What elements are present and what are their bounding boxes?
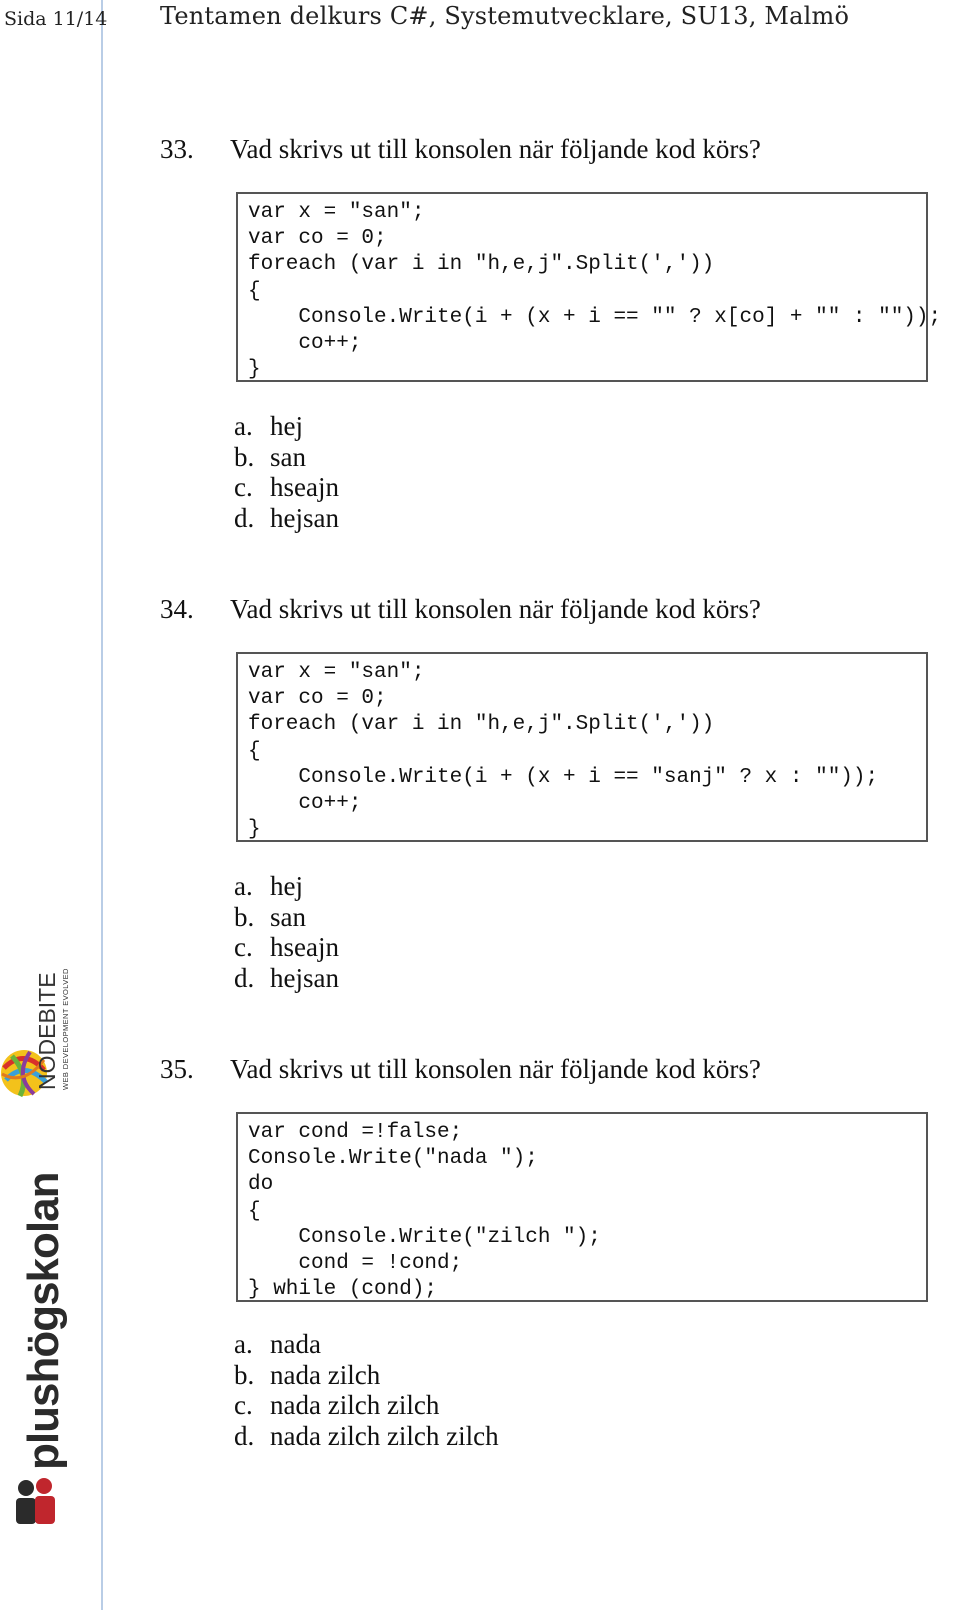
page-number: Sida 11/14 (4, 8, 108, 30)
code-line: foreach (var i in "h,e,j".Split(',')) (248, 253, 715, 277)
answer-letter: a. (234, 411, 253, 441)
answer-option-c (234, 472, 339, 503)
code-line: { (248, 1199, 261, 1223)
answer-option-d (234, 503, 339, 534)
answer-option-a (234, 1329, 499, 1360)
answer-option-b (234, 1360, 499, 1391)
margin-rule (101, 0, 103, 1610)
code-line: Console.Write("zilch "); (248, 1225, 601, 1249)
code-line: } (248, 818, 261, 842)
answer-letter: c. (234, 932, 253, 963)
answer-letter: d. (234, 1420, 255, 1451)
answer-letter: b. (234, 1359, 255, 1390)
code-block-35 (236, 1112, 928, 1302)
code-line: co++; (248, 331, 362, 355)
question-number: 33. (160, 134, 194, 164)
answer-text: nada (270, 1329, 321, 1359)
code-line: } while (cond); (248, 1278, 438, 1302)
code-line: var co = 0; (248, 227, 387, 251)
answer-option-d (234, 963, 339, 994)
answer-option-c (234, 932, 339, 963)
answer-text: hejsan (270, 962, 339, 993)
answer-text: hejsan (270, 502, 339, 533)
answer-letter: d. (234, 502, 255, 533)
answer-option-b (234, 902, 339, 933)
code-line: { (248, 279, 261, 303)
plushogskolan-wordmark: plushögskolan (19, 1172, 68, 1470)
answer-option-b (234, 442, 339, 473)
answer-text: san (270, 901, 306, 932)
code-line: Console.Write(i + (x + i == "sanj" ? x : "")); (248, 765, 879, 789)
code-line: Console.Write("nada "); (248, 1147, 538, 1171)
code-line: { (248, 739, 261, 763)
answer-option-d (234, 1421, 499, 1452)
question-text: Vad skrivs ut till konsolen när följande kod körs? (230, 1054, 761, 1084)
question-text: Vad skrivs ut till konsolen när följande kod körs? (230, 594, 761, 624)
answer-letter: d. (234, 962, 255, 993)
answer-letter: b. (234, 901, 255, 932)
code-line: co++; (248, 791, 362, 815)
answer-letter: a. (234, 1329, 253, 1359)
answer-option-c (234, 1390, 499, 1421)
nodebite-logo (0, 930, 100, 1110)
code-line: var x = "san"; (248, 661, 425, 684)
answer-text: san (270, 441, 306, 472)
question-33 (160, 134, 761, 165)
answer-list-33 (234, 411, 339, 533)
code-line: cond = !cond; (248, 1251, 463, 1275)
question-number: 34. (160, 594, 194, 624)
answer-option-a (234, 411, 339, 442)
question-number: 35. (160, 1054, 194, 1084)
code-block-33 (236, 192, 942, 382)
answer-text: hej (270, 871, 303, 901)
code-line: Console.Write(i + (x + i == "" ? x[co] + "" : "")); (248, 305, 942, 329)
answer-text: nada zilch zilch zilch (270, 1420, 499, 1451)
answer-list-34 (234, 871, 339, 993)
code-line: var cond =!false; (248, 1121, 463, 1144)
code-block-34 (236, 652, 928, 842)
nodebite-wordmark: NODEBITE (34, 972, 60, 1090)
code-line: var co = 0; (248, 687, 387, 711)
answer-letter: a. (234, 871, 253, 901)
code-line: do (248, 1173, 274, 1197)
answer-text: hseajn (270, 472, 339, 503)
answer-letter: c. (234, 472, 253, 503)
question-34 (160, 594, 761, 625)
answer-text: hej (270, 411, 303, 441)
plushogskolan-logo (0, 1170, 100, 1530)
question-35 (160, 1054, 761, 1085)
page-title: Tentamen delkurs C#, Systemutvecklare, SU13, Malmö (160, 2, 850, 30)
answer-list-35 (234, 1329, 499, 1451)
answer-text: hseajn (270, 932, 339, 963)
answer-letter: c. (234, 1390, 253, 1421)
answer-text: nada zilch zilch (270, 1390, 440, 1421)
code-line: foreach (var i in "h,e,j".Split(',')) (248, 713, 715, 737)
question-text: Vad skrivs ut till konsolen när följande kod körs? (230, 134, 761, 164)
answer-text: nada zilch (270, 1359, 381, 1390)
answer-letter: b. (234, 441, 255, 472)
answer-option-a (234, 871, 339, 902)
code-line: } (248, 358, 261, 382)
code-line: var x = "san"; (248, 201, 425, 224)
nodebite-tagline: WEB DEVELOPMENT EVOLVED (61, 968, 70, 1090)
people-icon (16, 1478, 55, 1524)
